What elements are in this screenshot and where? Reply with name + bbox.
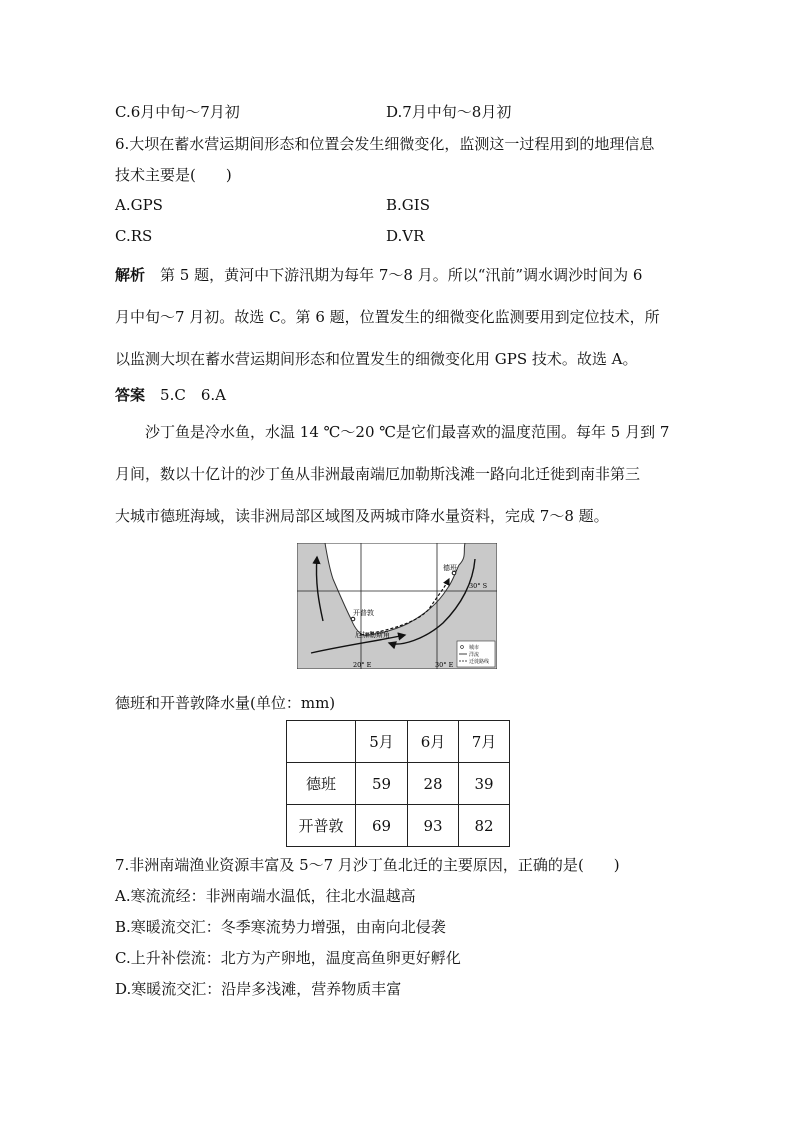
cell-value: 69 [356, 805, 408, 847]
option-5d: D.7月中旬～8月初 [386, 103, 512, 121]
cell-value: 59 [356, 763, 408, 805]
passage-line1: 沙丁鱼是冷水鱼，水温 14 ℃～20 ℃是它们最喜欢的温度范围。每年 5 月到 7 [145, 423, 670, 441]
label-20e: 20° E [353, 661, 372, 669]
answer-label: 答案 [115, 386, 146, 404]
q7-stem: 7.非洲南端渔业资源丰富及 5～7 月沙丁鱼北迁的主要原因，正确的是( ) [115, 856, 620, 874]
label-durban: 德班 [443, 564, 457, 572]
cell-value: 39 [459, 763, 510, 805]
header-empty [287, 721, 356, 763]
table-row [287, 763, 510, 805]
cell-value: 93 [408, 805, 459, 847]
label-capetown: 开普敦 [353, 609, 374, 617]
analysis-line1 [115, 264, 642, 285]
precipitation-table [286, 720, 510, 847]
answer-text: 5.C 6.A [160, 386, 226, 404]
option-5c: C.6月中旬～7月初 [115, 103, 240, 121]
map-legend [457, 641, 495, 667]
legend-current: 洋流 [469, 652, 480, 658]
label-30s: 30° S [469, 582, 488, 590]
q6-option-b: B.GIS [386, 196, 430, 214]
label-30e: 30° E [435, 661, 454, 669]
q6-option-d: D.VR [386, 227, 425, 245]
city-capetown-marker [351, 617, 355, 621]
cell-value: 82 [459, 805, 510, 847]
header-june: 6月 [408, 721, 459, 763]
passage-line3: 大城市德班海域，读非洲局部区域图及两城市降水量资料，完成 7～8 题。 [115, 507, 609, 525]
q6-option-c: C.RS [115, 227, 153, 245]
table-row [287, 805, 510, 847]
analysis-line3: 以监测大坝在蓄水营运期间形态和位置发生的细微变化用 GPS 技术。故选 A。 [115, 350, 638, 368]
row-city: 开普敦 [287, 805, 356, 847]
q7-option-a: A.寒流流经：非洲南端水温低，往北水温越高 [115, 887, 416, 905]
row-city: 德班 [287, 763, 356, 805]
q6-stem-line2: 技术主要是( ) [115, 166, 232, 184]
southern-africa-map [297, 543, 497, 669]
header-may: 5月 [356, 721, 408, 763]
legend-route: 迁徙路线 [469, 659, 490, 665]
table-header-row [287, 721, 510, 763]
passage-line2: 月间，数以十亿计的沙丁鱼从非洲最南端厄加勒斯浅滩一路向北迁徙到南非第三 [115, 465, 641, 483]
header-july: 7月 [459, 721, 510, 763]
q7-option-b: B.寒暖流交汇：冬季寒流势力增强，由南向北侵袭 [115, 918, 446, 936]
legend-city: 城市 [469, 645, 480, 651]
analysis-label: 解析 [115, 266, 146, 284]
q6-option-a: A.GPS [115, 196, 163, 214]
analysis-line2: 月中旬～7 月初。故选 C。第 6 题，位置发生的细微变化监测要用到定位技术，所 [115, 308, 660, 326]
analysis-text1: 第 5 题，黄河中下游汛期为每年 7～8 月。所以“汛前”调水调沙时间为 6 [160, 266, 643, 284]
answer-line [115, 384, 226, 405]
cell-value: 28 [408, 763, 459, 805]
q7-option-d: D.寒暖流交汇：沿岸多浅滩，营养物质丰富 [115, 980, 402, 998]
table-caption: 德班和开普敦降水量(单位：mm) [115, 694, 336, 712]
q7-option-c: C.上升补偿流：北方为产卵地，温度高鱼卵更好孵化 [115, 949, 461, 967]
label-agulhas: 厄加勒斯角 [355, 631, 390, 639]
q6-stem-line1: 6.大坝在蓄水营运期间形态和位置会发生细微变化，监测这一过程用到的地理信息 [115, 135, 655, 153]
